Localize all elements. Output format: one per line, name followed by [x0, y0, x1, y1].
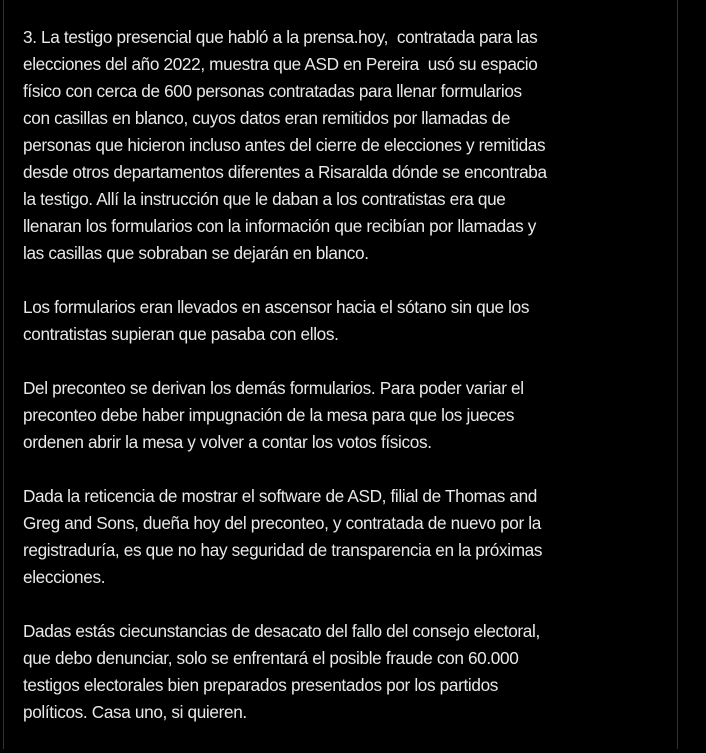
text-line: que debo denunciar, solo se enfrentará el posible fraude con 60.000	[23, 648, 519, 668]
text-line: Los formularios eran llevados en ascensor hacia el sótano sin que los	[23, 297, 530, 317]
text-line: contratistas supieran que pasaba con ellos.	[23, 324, 339, 344]
paragraph-testimony	[23, 24, 663, 267]
text-line: llenaran los formularios con la información que recibían por llamadas y	[23, 216, 537, 236]
text-line: políticos. Casa uno, si quieren.	[23, 702, 247, 722]
post-body	[23, 24, 663, 753]
text-line: elecciones del año 2022, muestra que ASD en Pereira usó su espacio	[23, 54, 538, 74]
text-line: Dada la reticencia de mostrar el software de ASD, filial de Thomas and	[23, 486, 537, 506]
text-line: testigos electorales bien preparados presentados por los partidos	[23, 675, 499, 695]
text-line: registraduría, es que no hay seguridad de transparencia en la próximas	[23, 540, 543, 560]
paragraph-forms	[23, 294, 663, 348]
text-line: con casillas en blanco, cuyos datos eran remitidos por llamadas de	[23, 108, 511, 128]
text-line: elecciones.	[23, 567, 106, 587]
text-line: 3. La testigo presencial que habló a la prensa.hoy, contratada para las	[23, 27, 538, 47]
paragraph-conclusion	[23, 618, 663, 726]
text-line: las casillas que sobraban se dejarán en blanco.	[23, 243, 369, 263]
text-line: la testigo. Allí la instrucción que le daban a los contratistas era que	[23, 189, 506, 209]
post-panel	[3, 0, 678, 749]
text-line: preconteo debe haber impugnación de la mesa para que los jueces	[23, 405, 515, 425]
text-line: ordenen abrir la mesa y volver a contar los votos físicos.	[23, 432, 432, 452]
text-line: personas que hicieron incluso antes del cierre de elecciones y remitidas	[23, 135, 546, 155]
text-line: Dadas estás ciecunstancias de desacato del fallo del consejo electoral,	[23, 621, 540, 641]
text-line: Del preconteo se derivan los demás formularios. Para poder variar el	[23, 378, 524, 398]
text-line: físico con cerca de 600 personas contratadas para llenar formularios	[23, 81, 522, 101]
paragraph-preconteo	[23, 375, 663, 456]
text-line: Greg and Sons, dueña hoy del preconteo, y contratada de nuevo por la	[23, 513, 541, 533]
text-line: desde otros departamentos diferentes a Risaralda dónde se encontraba	[23, 162, 547, 182]
paragraph-software	[23, 483, 663, 591]
